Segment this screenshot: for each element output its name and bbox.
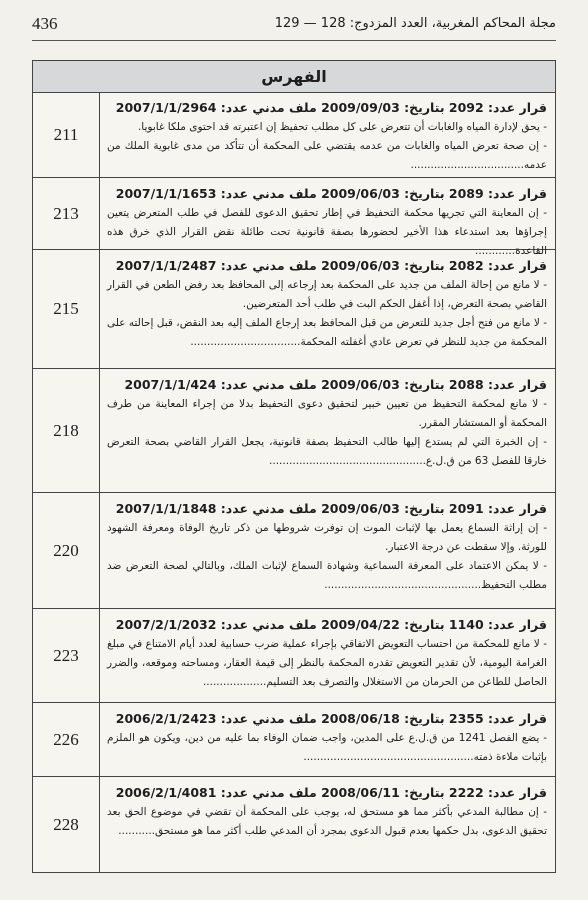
entry-body <box>99 369 555 492</box>
entry-point: - لا مانع لمحكمة التحفيظ من تعيين خبير لتحقيق دعوى التحفيظ بدلا من إجراء المعاينة من طرف المحكمة أو المستشار المقرر. <box>107 398 547 429</box>
page-number: 436 <box>32 14 58 33</box>
index-entries <box>33 92 555 873</box>
entry-body <box>99 92 555 177</box>
entry-heading: قرار عدد: 2089 بتاريخ: 2009/06/03 ملف مدني عدد: 2007/1/1/1653 <box>115 186 547 201</box>
entry-heading: قرار عدد: 1140 بتاريخ: 2009/04/22 ملف مدني عدد: 2007/2/1/2032 <box>115 617 547 632</box>
index-entry <box>33 178 555 257</box>
entry-point: - إن الخبرة التي لم يستدع إليها طالب التحفيظ بصفة قانونية، يجعل القرار القاضي بصحة التعرض خارقا للفصل 63 من ق.ل.ع............................................... <box>107 436 547 467</box>
index-title: الفهرس <box>33 61 555 93</box>
entry-page-number: 228 <box>33 777 100 873</box>
entry-point: - لا مانع من إحالة الملف من جديد على المحكمة بعد إرجاعه إلى المحافظ بعد رفض الطعن في القرار القاضي بصحة التعرض، إذا أغفل الحكم البت في طلب أحد المتعرضين. <box>107 279 547 310</box>
index-entry <box>33 250 555 369</box>
entry-page-number: 213 <box>33 178 100 249</box>
entry-page-number: 226 <box>33 703 100 776</box>
entry-body <box>99 493 555 608</box>
entry-body <box>99 609 555 702</box>
entry-heading: قرار عدد: 2222 بتاريخ: 2008/06/11 ملف مدني عدد: 2006/2/1/4081 <box>115 785 547 800</box>
entry-heading: قرار عدد: 2355 بتاريخ: 2008/06/18 ملف مدني عدد: 2006/2/1/2423 <box>115 711 547 726</box>
entry-point: - يحق لإدارة المياه والغابات أن تتعرض على كل مطلب تحفيظ إن اعتبرته قد احتوى ملكا غابويا. <box>137 121 547 133</box>
entry-heading: قرار عدد: 2092 بتاريخ: 2009/09/03 ملف مدني عدد: 2007/1/1/2964 <box>115 100 547 115</box>
index-entry <box>33 777 555 873</box>
index-entry <box>33 703 555 777</box>
entry-point: - يضع الفصل 1241 من ق.ل.ع على المدين، واجب ضمان الوفاء بما عليه من دين، ويكون هو الملزم بإثبات ملاءة ذمته................................................... <box>107 732 547 763</box>
entry-point: - لا يمكن الاعتماد على المعرفة السماعية وشهادة السماع لإثبات الملك، وبالتالي لصحة التعرض ضد مطلب التحفيظ............................................... <box>107 560 547 591</box>
entry-page-number: 211 <box>33 92 100 177</box>
index-entry <box>33 493 555 609</box>
entry-heading: قرار عدد: 2082 بتاريخ: 2009/06/03 ملف مدني عدد: 2007/1/1/2487 <box>115 258 547 273</box>
entry-point: - إن مطالبة المدعي بأكثر مما هو مستحق له، يوجب على المحكمة أن تقضي في موضوع الحق بعد تحقيق الدعوى، بدل حكمها بعدم قبول الدعوى بمجرد أن المدعي طلب أكثر مما هو مستحق........... <box>107 806 547 837</box>
entry-body <box>99 703 555 776</box>
entry-page-number: 223 <box>33 609 100 702</box>
index-table <box>32 60 556 873</box>
entry-heading: قرار عدد: 2091 بتاريخ: 2009/06/03 ملف مدني عدد: 2007/1/1/1848 <box>115 501 547 516</box>
entry-point: - إن صحة تعرض المياه والغابات من عدمه يقتضي على المحكمة أن تتأكد من مدى غابوية الملك من عدمه.................................. <box>107 140 547 171</box>
entry-page-number: 215 <box>33 250 100 368</box>
page-header <box>32 14 556 41</box>
entry-point: - لا مانع من فتح أجل جديد للتعرض من قبل المحافظ بعد إرجاع الملف إليه بعد النقض، قبل إحالته على المحكمة من جديد للنظر في تعرض عادي أغفلته المحكمة................................. <box>107 317 547 348</box>
index-entry <box>33 609 555 703</box>
entry-body <box>99 777 555 873</box>
index-entry <box>33 369 555 493</box>
entry-page-number: 218 <box>33 369 100 492</box>
running-title: مجلة المحاكم المغربية، العدد المزدوج: 128 — 129 <box>274 16 556 31</box>
entry-page-number: 220 <box>33 493 100 608</box>
entry-point: - إن إراثة السماع يعمل بها لإثبات الموت إن توفرت شروطها من ذكر تاريخ الوفاة ومعرفة الشهود للورثة. وإلا سقطت عن درجة الاعتبار. <box>107 522 547 553</box>
entry-point: - لا مانع للمحكمة من احتساب التعويض الاتفاقي بإجراء عملية ضرب حسابية لعدد أيام الامتناع في مبلغ الغرامة اليومية، لأن تقدير التعويض تقدره المحكمة بالنظر إلى قيمة العقار، ومساحته وموقعه، والضرر الحاصل للطاعن من الحرمان من الاستغلال والتصرف بعد التسليم................... <box>107 638 547 688</box>
entry-body <box>99 250 555 368</box>
entry-heading: قرار عدد: 2088 بتاريخ: 2009/06/03 ملف مدني عدد: 2007/1/1/424 <box>124 377 547 392</box>
index-entry <box>33 92 555 178</box>
entry-body <box>99 178 555 257</box>
entry-point: - إن المعاينة التي تجريها محكمة التحفيظ في إطار تحقيق الدعوى للفصل في طلب المتعرض يتعين إجراؤها بعد استدعاء هذا الأخير لحضورها بصفة قانونية تحت طائلة نقض القرار الذي خرق هذه القاعدة............ <box>107 207 547 257</box>
